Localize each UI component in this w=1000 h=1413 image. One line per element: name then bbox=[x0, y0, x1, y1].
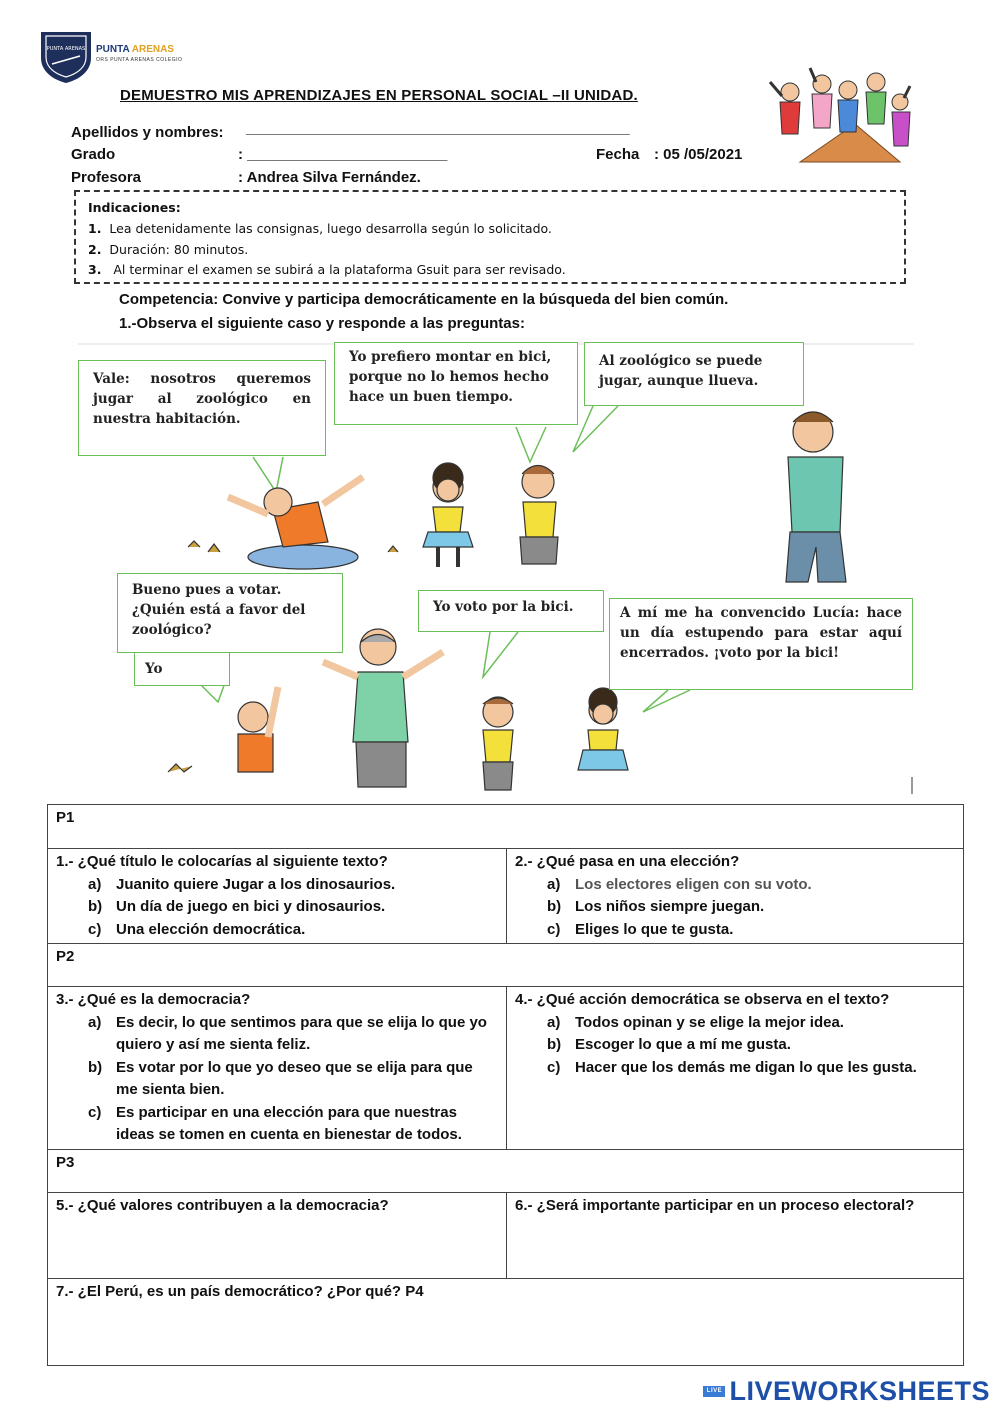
answer-option[interactable]: c) Hacer que los demás me digan lo que les gusta. bbox=[547, 1058, 917, 1076]
answer-option[interactable]: a) Es decir, lo que sentimos para que se elija lo que yo quiero y así me sienta feliz. bbox=[88, 1013, 487, 1053]
question-5-answer-area[interactable] bbox=[48, 1192, 507, 1278]
name-input[interactable]: ______________________________________________ bbox=[246, 120, 630, 137]
question-4-text: 4.- ¿Qué acción democrática se observa en el texto? bbox=[515, 991, 890, 1008]
liveworksheets-watermark bbox=[703, 1376, 990, 1407]
question-3-text: 3.- ¿Qué es la democracia? bbox=[56, 991, 251, 1008]
answer-option[interactable]: a) Todos opinan y se elige la mejor idea. bbox=[547, 1013, 844, 1031]
shield-text: PUNTA ARENAS bbox=[46, 46, 86, 52]
speech-bubble-6: Yo voto por la bici. bbox=[418, 590, 604, 632]
answer-option[interactable]: a) Juanito quiere Jugar a los dinosaurios. bbox=[88, 875, 396, 893]
answer-option[interactable]: b) Escoger lo que a mí me gusta. bbox=[547, 1036, 791, 1053]
speech-bubble-2: Yo prefiero montar en bici, porque no lo hemos hecho hace un buen tiempo. bbox=[334, 342, 578, 425]
school-shield-logo bbox=[38, 28, 94, 84]
speech-bubble-4: Bueno pues a votar. ¿Quién está a favor del zoológico? bbox=[117, 573, 343, 653]
question-1-text: 1.- ¿Qué título le colocarías al siguiente texto? bbox=[56, 853, 388, 870]
questions-table bbox=[47, 804, 964, 1366]
question-7-text: 7.- ¿El Perú, es un país democrático? ¿Por qué? P4 bbox=[56, 1282, 424, 1300]
instruction-item: 3. Al terminar el examen se subirá a la plataforma Gsuit para ser revisado. bbox=[88, 262, 566, 277]
case-prompt: 1.-Observa el siguiente caso y responde a las preguntas: bbox=[119, 315, 525, 332]
name-label: Apellidos y nombres: bbox=[71, 124, 224, 141]
teacher-value: : Andrea Silva Fernández. bbox=[238, 169, 421, 186]
section-p2: P2 bbox=[48, 944, 964, 987]
teacher-label: Profesora bbox=[71, 169, 142, 186]
instruction-item: 2. Duración: 80 minutos. bbox=[88, 242, 249, 257]
question-6-text: 6.- ¿Será importante participar en un proceso electoral? bbox=[515, 1196, 915, 1214]
competencia-text: Competencia: Convive y participa democráticamente en la búsqueda del bien común. bbox=[119, 291, 729, 308]
answer-option[interactable]: c) Una elección democrática. bbox=[88, 920, 306, 938]
grade-input[interactable]: : ________________________ bbox=[238, 146, 448, 163]
cheering-kids-illustration bbox=[750, 62, 920, 166]
question-1 bbox=[48, 849, 507, 944]
school-subtitle: ORS PUNTA ARENAS COLEGIO bbox=[96, 57, 183, 63]
date-label: Fecha bbox=[596, 146, 640, 163]
section-p1: P1 bbox=[48, 805, 964, 849]
speech-bubble-7: A mí me ha convencido Lucía: hace un día estupendo para estar aquí encerrados. ¡voto por la bici! bbox=[609, 598, 913, 690]
question-3 bbox=[48, 987, 507, 1150]
question-7-answer-area[interactable] bbox=[48, 1278, 964, 1365]
answer-option[interactable]: b) Es votar por lo que yo deseo que se elija para que me sienta bien. bbox=[88, 1058, 473, 1098]
question-2 bbox=[507, 849, 964, 944]
question-4 bbox=[507, 987, 964, 1150]
liveworksheets-text: LIVEWORKSHEETS bbox=[729, 1376, 990, 1406]
answer-option[interactable]: a) Los electores eligen con su voto. bbox=[547, 875, 812, 893]
liveworksheets-badge: LIVE bbox=[703, 1386, 725, 1397]
instruction-item: 1. Lea detenidamente las consignas, luego desarrolla según lo solicitado. bbox=[88, 221, 552, 236]
speech-bubble-5: Yo bbox=[134, 652, 230, 686]
date-value: : 05 /05/2021 bbox=[654, 146, 743, 163]
instructions-heading: Indicaciones: bbox=[88, 200, 181, 215]
question-5-text: 5.- ¿Qué valores contribuyen a la democracia? bbox=[56, 1196, 389, 1214]
answer-option[interactable]: c) Eliges lo que te gusta. bbox=[547, 920, 734, 938]
speech-bubble-3: Al zoológico se puede jugar, aunque llueva. bbox=[584, 342, 804, 406]
grade-label: Grado bbox=[71, 146, 116, 163]
section-p3: P3 bbox=[48, 1149, 964, 1192]
question-2-text: 2.- ¿Qué pasa en una elección? bbox=[515, 853, 740, 870]
speech-bubble-1: Vale: nosotros queremos jugar al zoológico en nuestra habitación. bbox=[78, 360, 326, 456]
answer-option[interactable]: b) Un día de juego en bici y dinosaurios. bbox=[88, 898, 386, 915]
answer-option[interactable]: b) Los niños siempre juegan. bbox=[547, 898, 765, 915]
question-6-answer-area[interactable] bbox=[507, 1192, 964, 1278]
school-name: PUNTA ARENAS bbox=[96, 44, 174, 55]
answer-option[interactable]: c) Es participar en una elección para que nuestras ideas se tomen en cuenta en bienestar de todos. bbox=[88, 1103, 462, 1143]
page-title: DEMUESTRO MIS APRENDIZAJES EN PERSONAL SOCIAL –II UNIDAD. bbox=[120, 87, 638, 104]
